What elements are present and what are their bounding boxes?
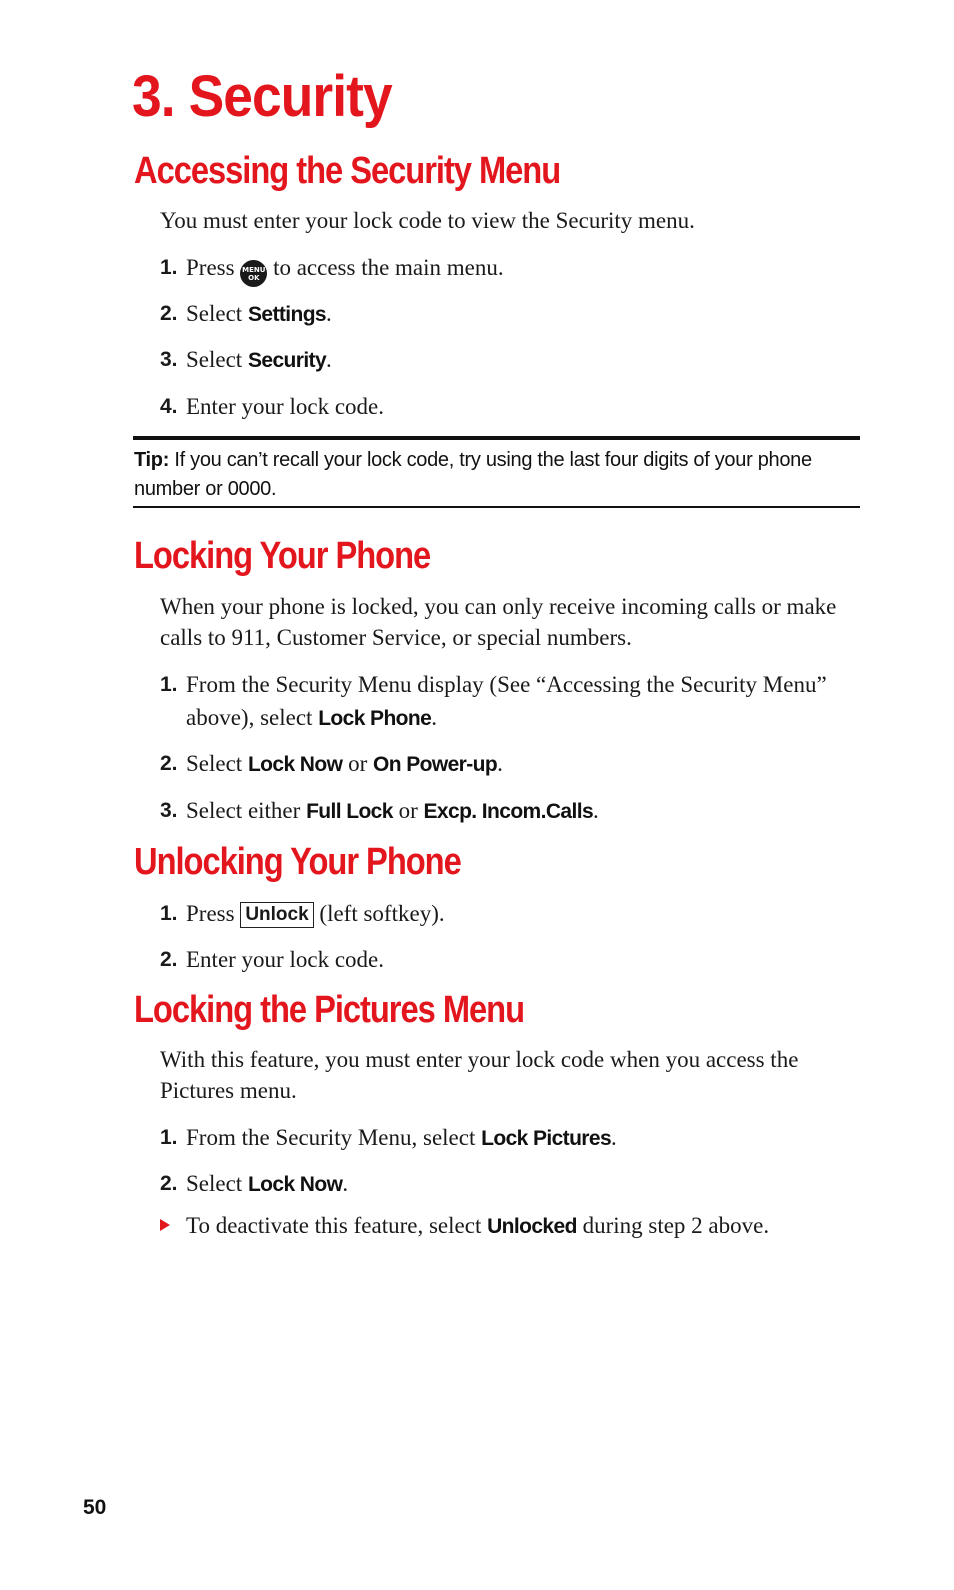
- step-number: 2.: [160, 302, 178, 325]
- unlocking-step-1: 1. Press Unlock (left softkey).: [160, 897, 850, 930]
- heading-unlocking-your-phone: Unlocking Your Phone: [134, 841, 461, 883]
- menu-option-settings: Settings: [247, 303, 326, 326]
- menu-ok-key-icon: MENU OK: [240, 260, 267, 287]
- step-number: 1.: [160, 1126, 178, 1149]
- step-number: 2.: [160, 752, 178, 775]
- step-number: 1.: [160, 673, 178, 696]
- step-number: 1.: [160, 902, 178, 925]
- menu-option-excp-incom-calls: Excp. Incom.Calls: [423, 800, 594, 823]
- heading-accessing-security-menu: Accessing the Security Menu: [134, 150, 561, 192]
- menu-option-on-power-up: On Power-up: [373, 753, 498, 776]
- step-number: 4.: [160, 395, 178, 418]
- accessing-step-3: 3. Select Security.: [160, 343, 850, 377]
- step-text: to access the main menu.: [273, 255, 504, 280]
- menu-option-full-lock: Full Lock: [306, 800, 393, 823]
- step-text: Enter your lock code.: [186, 947, 384, 972]
- tip-text: Tip: If you can’t recall your lock code, try using the last four digits of your phone number or 0000.: [134, 449, 812, 500]
- locking-step-1: 1. From the Security Menu display (See “Accessing the Security Menu” above), select Lock Phone.: [160, 668, 850, 735]
- chapter-title: 3. Security: [132, 64, 392, 129]
- step-number: 3.: [160, 799, 178, 822]
- page-number: 50: [83, 1496, 107, 1519]
- softkey-unlock-label: Unlock: [240, 902, 313, 928]
- step-number: 2.: [160, 1172, 178, 1195]
- pictures-step-2: 2. Select Lock Now.: [160, 1167, 850, 1201]
- pictures-step-1: 1. From the Security Menu, select Lock Pictures.: [160, 1121, 850, 1155]
- menu-option-lock-pictures: Lock Pictures: [481, 1127, 612, 1150]
- heading-locking-your-phone: Locking Your Phone: [134, 535, 431, 577]
- menu-option-unlocked: Unlocked: [487, 1215, 577, 1238]
- menu-option-lock-phone: Lock Phone: [318, 707, 432, 730]
- step-number: 3.: [160, 348, 178, 371]
- accessing-step-4: [160, 390, 850, 423]
- heading-locking-pictures-menu: Locking the Pictures Menu: [134, 989, 525, 1031]
- locking-step-3: 3. Select either Full Lock or Excp. Incom.Calls.: [160, 794, 850, 828]
- accessing-intro: You must enter your lock code to view the Security menu.: [160, 208, 695, 233]
- tip-label: Tip:: [134, 449, 170, 471]
- pictures-intro: With this feature, you must enter your lock code when you access the Pictures menu.: [160, 1047, 799, 1103]
- locking-intro: When your phone is locked, you can only receive incoming calls or make calls to 911, Customer Service, or special numbers.: [160, 594, 837, 650]
- unlocking-step-2: [160, 943, 850, 976]
- step-number: 2.: [160, 948, 178, 971]
- pictures-note-bullet: To deactivate this feature, select Unlocked during step 2 above.: [160, 1210, 860, 1242]
- accessing-step-1: [160, 251, 850, 287]
- triangle-arrow-icon: [160, 1219, 170, 1231]
- locking-step-2: 2. Select Lock Now or On Power-up.: [160, 747, 850, 781]
- step-text: Press: [186, 255, 235, 280]
- tip-box: [133, 436, 860, 508]
- menu-option-lock-now: Lock Now: [247, 1173, 343, 1196]
- menu-option-security: Security: [247, 349, 327, 372]
- accessing-step-2: 2. Select Settings.: [160, 297, 850, 331]
- step-number: 1.: [160, 256, 178, 279]
- step-text: Enter your lock code.: [186, 394, 384, 419]
- menu-option-lock-now: Lock Now: [247, 753, 343, 776]
